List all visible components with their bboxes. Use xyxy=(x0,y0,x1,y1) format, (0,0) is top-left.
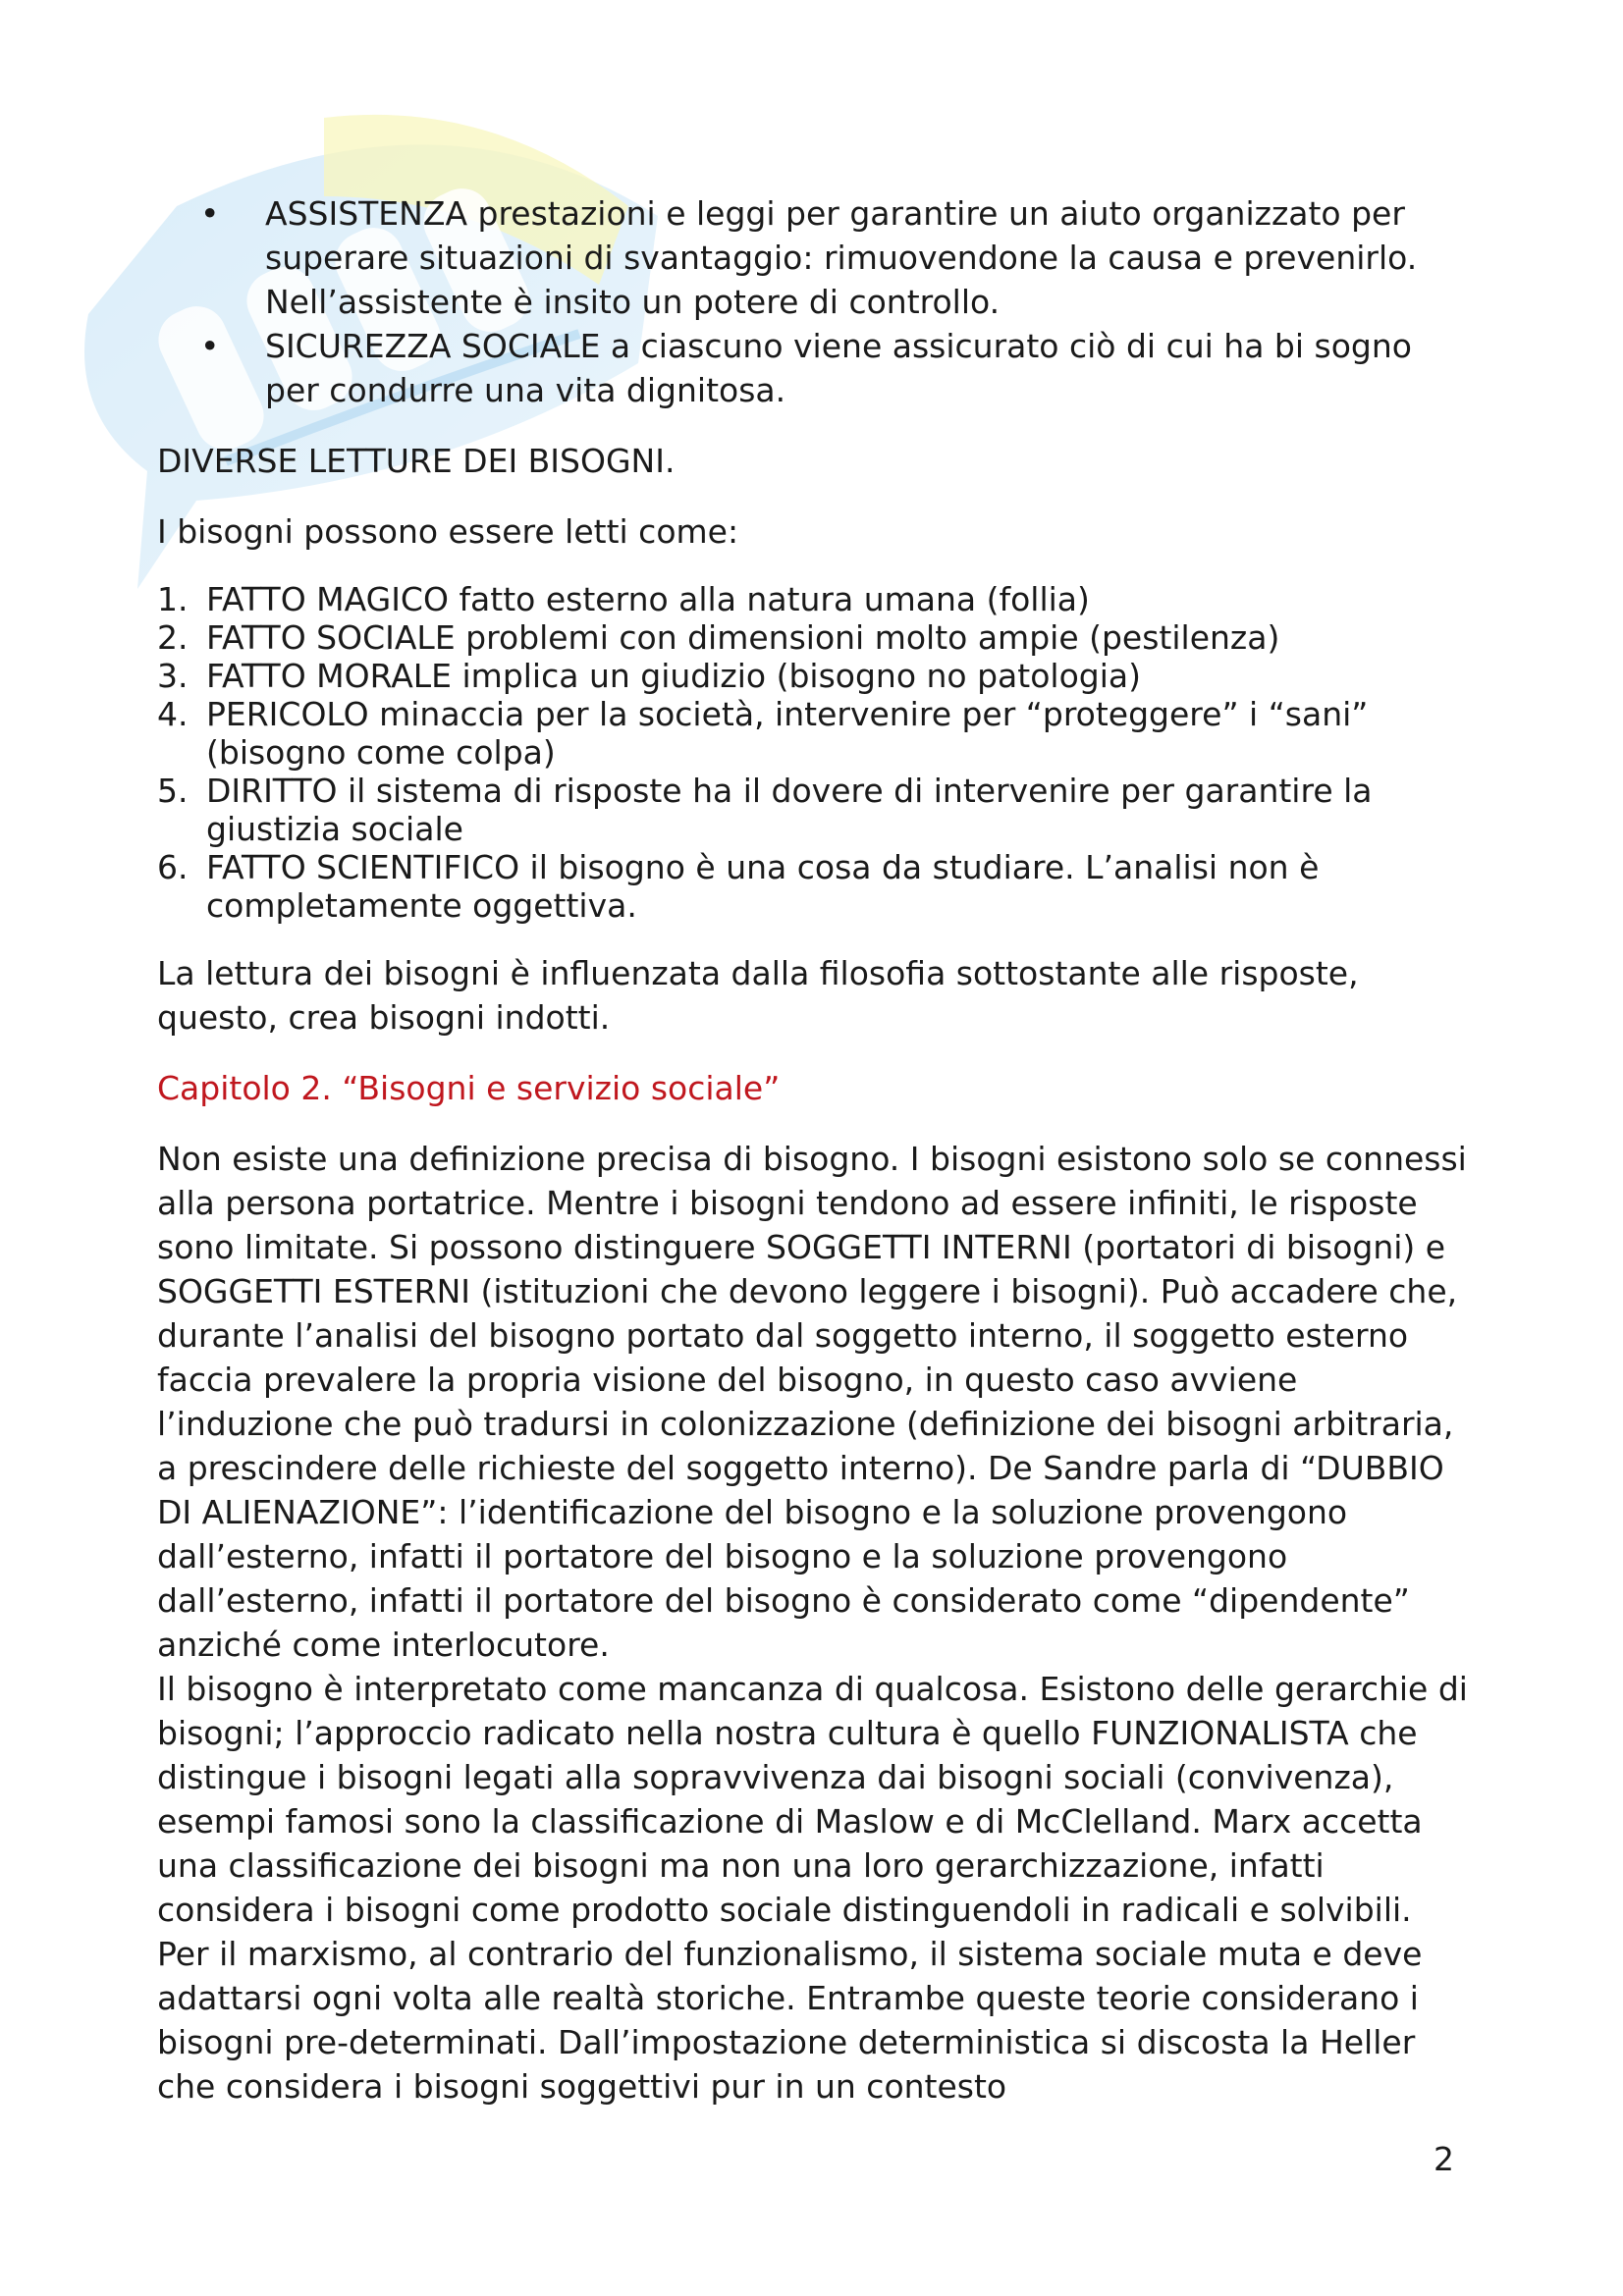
bullet-item: • SICUREZZA SOCIALE a ciascuno viene assicurato ciò di cui ha bi sogno per condurre una vita dignitosa. xyxy=(157,324,1473,412)
item-number: 2. xyxy=(157,618,189,657)
item-number: 1. xyxy=(157,580,189,618)
section-heading: DIVERSE LETTURE DEI BISOGNI. xyxy=(157,442,676,480)
item-text: FATTO SCIENTIFICO il bisogno è una cosa da studiare. L’analisi non è completamente oggettiva. xyxy=(206,848,1320,925)
numbered-list xyxy=(157,580,1473,925)
bullet-list xyxy=(157,191,1473,412)
paragraph: Il bisogno è interpretato come mancanza di qualcosa. Esistono delle gerarchie di bisogni; l’approccio radicato nella nostra cultura è quello FUNZIONALISTA che distingue i bisogni legati alla sopravvivenza dai bisogni sociali (convivenza), esempi famosi sono la classificazione di Maslow e di McClelland. Marx accetta una classificazione dei bisogni ma non una loro gerarchizzazione, infatti considera i bisogni come prodotto sociale distinguendoli in radicali e solvibili. Per il marxismo, al contrario del funzionalismo, il sistema sociale muta e deve adattarsi ogni volta alle realtà storiche. Entrambe queste teorie considerano i bisogni pre-determinati. Dall’impostazione deterministica si discosta la Heller che considera i bisogni soggettivi pur in un contesto xyxy=(157,1670,1468,2106)
numbered-item xyxy=(157,580,1473,618)
paragraph: La lettura dei bisogni è influenzata dalla filosofia sottostante alle risposte, questo, crea bisogni indotti. xyxy=(157,954,1359,1037)
item-number: 5. xyxy=(157,772,189,810)
item-text: FATTO MORALE implica un giudizio (bisogno no patologia) xyxy=(206,657,1141,695)
intro-paragraph: I bisogni possono essere letti come: xyxy=(157,512,739,551)
numbered-item xyxy=(157,848,1473,925)
bullet-item: • ASSISTENZA prestazioni e leggi per garantire un aiuto organizzato per superare situazioni di svantaggio: rimuovendone la causa e prevenirlo. Nell’assistente è insito un potere di controllo. xyxy=(157,191,1473,324)
item-text: FATTO SOCIALE problemi con dimensioni molto ampie (pestilenza) xyxy=(206,618,1280,657)
item-number: 6. xyxy=(157,848,189,886)
item-text: PERICOLO minaccia per la società, intervenire per “proteggere” i “sani” (bisogno come colpa) xyxy=(206,695,1369,772)
numbered-item xyxy=(157,657,1473,695)
chapter-title: Capitolo 2. “Bisogni e servizio sociale” xyxy=(157,1069,781,1107)
item-text: FATTO MAGICO fatto esterno alla natura umana (follia) xyxy=(206,580,1090,618)
page-number: 2 xyxy=(1434,2140,1454,2178)
numbered-item xyxy=(157,618,1473,657)
item-number: 4. xyxy=(157,695,189,733)
paragraph: Non esiste una definizione precisa di bisogno. I bisogni esistono solo se connessi alla persona portatrice. Mentre i bisogni tendono ad essere infiniti, le risposte sono limitate. Si possono distinguere SOGGETTI INTERNI (portatori di bisogni) e SOGGETTI ESTERNI (istituzioni che devono leggere i bisogni). Può accadere che, durante l’analisi del bisogno portato dal soggetto interno, il soggetto esterno faccia prevalere la propria visione del bisogno, in questo caso avviene l’induzione che può tradursi in colonizzazione (definizione dei bisogni arbitraria, a prescindere delle richieste del soggetto interno). De Sandre parla di “DUBBIO DI ALIENAZIONE”: l’identificazione del bisogno e la soluzione provengono dall’esterno, infatti il portatore del bisogno e la soluzione provengono dall’esterno, infatti il portatore del bisogno è considerato come “dipendente” anziché come interlocutore. xyxy=(157,1140,1467,1664)
document-page xyxy=(157,191,1473,2109)
item-number: 3. xyxy=(157,657,189,695)
item-text: DIRITTO il sistema di risposte ha il dovere di intervenire per garantire la giustizia sociale xyxy=(206,772,1373,848)
numbered-item xyxy=(157,695,1473,772)
numbered-item xyxy=(157,772,1473,848)
